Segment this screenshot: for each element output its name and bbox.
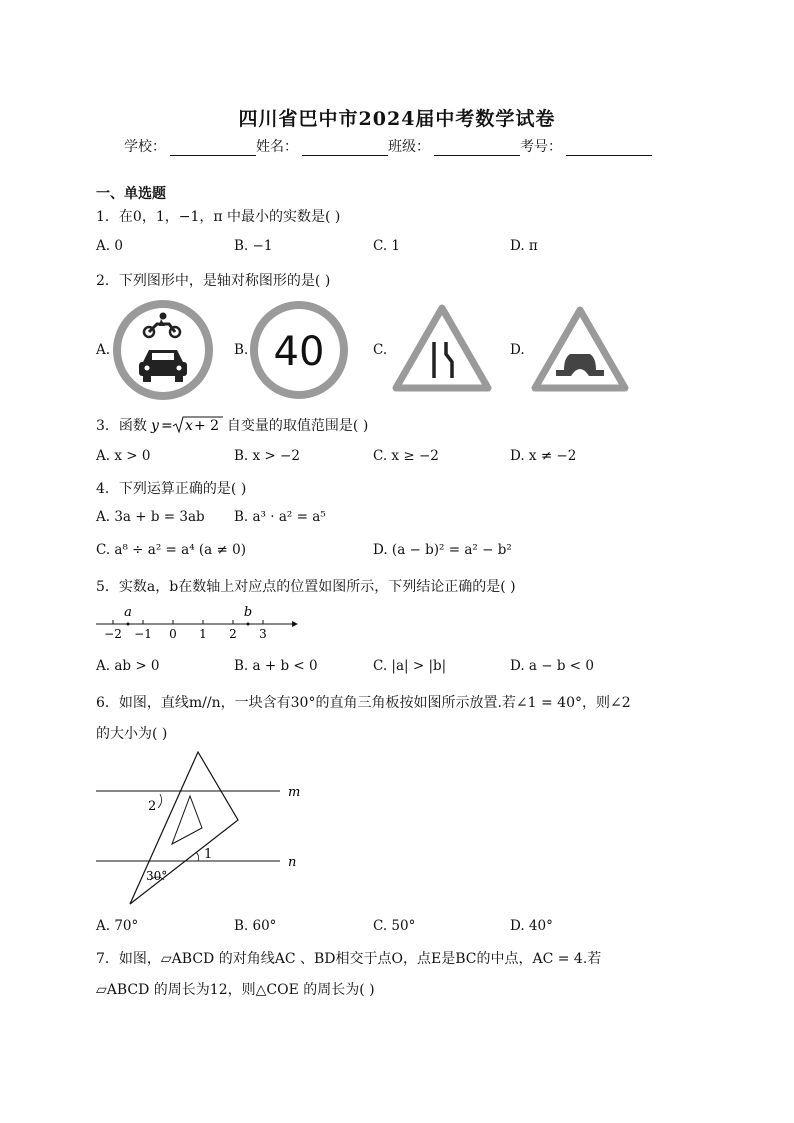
tick-label: −2 bbox=[104, 627, 122, 641]
q5-option-a[interactable]: A. ab > 0 bbox=[96, 658, 160, 674]
q6-option-c[interactable]: C. 50° bbox=[373, 918, 416, 934]
class-field[interactable] bbox=[388, 136, 520, 156]
angle-1-label: 1 bbox=[204, 847, 213, 862]
parallel-lines-triangle-diagram bbox=[92, 748, 312, 910]
q5-option-c[interactable]: C. |a| > |b| bbox=[373, 658, 447, 674]
q3-option-b[interactable]: B. x > −2 bbox=[234, 448, 300, 464]
q2-option-a[interactable]: A. bbox=[96, 342, 111, 358]
q3-text-post: 自变量的取值范围是( ) bbox=[226, 418, 369, 434]
tick-label: 1 bbox=[199, 627, 207, 641]
q1-option-c[interactable]: C. 1 bbox=[373, 238, 401, 254]
tick-label: 3 bbox=[259, 627, 267, 641]
q5-option-b[interactable]: B. a + b < 0 bbox=[234, 658, 318, 674]
q6-option-d[interactable]: D. 40° bbox=[510, 918, 553, 934]
question-1: 1．在0，1，−1，π 中最小的实数是( ) bbox=[96, 209, 341, 225]
question-2: 2．下列图形中，是轴对称图形的是( ) bbox=[96, 273, 331, 289]
number-line-diagram bbox=[92, 602, 302, 644]
school-blank[interactable] bbox=[170, 141, 256, 156]
angle-30-label: 30° bbox=[146, 869, 168, 883]
name-field[interactable] bbox=[256, 136, 388, 156]
speed-limit-text: 40 bbox=[273, 329, 325, 375]
tick-label: 2 bbox=[229, 627, 237, 641]
q1-option-d[interactable]: D. π bbox=[510, 238, 538, 254]
question-7-line-2: ▱ABCD 的周长为12，则△COE 的周长为( ) bbox=[96, 982, 375, 998]
q3-option-d[interactable]: D. x ≠ −2 bbox=[510, 448, 577, 464]
q4-option-d[interactable]: D. (a − b)² = a² − b² bbox=[373, 542, 512, 558]
question-6-line-1: 6．如图，直线m//n，一块含有30°的直角三角板按如图所示放置.若∠1 = 40°，则∠2 bbox=[96, 695, 631, 711]
number-label: 考号： bbox=[520, 139, 562, 155]
question-7-line-1: 7．如图，▱ABCD 的对角线AC 、BD相交于点O，点E是BC的中点，AC = 4.若 bbox=[96, 951, 602, 967]
svg-text:=: = bbox=[160, 418, 173, 434]
line-m-label: m bbox=[288, 785, 301, 800]
q3-option-a[interactable]: A. x > 0 bbox=[96, 448, 151, 464]
school-label: 学校： bbox=[124, 139, 166, 155]
q1-option-b[interactable]: B. −1 bbox=[234, 238, 273, 254]
q4-option-b[interactable]: B. a³ · a² = a⁵ bbox=[234, 509, 326, 525]
student-info-row bbox=[124, 136, 652, 156]
q2-option-c[interactable]: C. bbox=[373, 342, 388, 358]
q4-option-a[interactable]: A. 3a + b = 3ab bbox=[96, 509, 205, 525]
question-3 bbox=[96, 414, 368, 436]
no-vehicles-sign-icon bbox=[113, 300, 213, 400]
point-a-label: a bbox=[124, 605, 132, 620]
q6-option-a[interactable]: A. 70° bbox=[96, 918, 139, 934]
q4-option-c[interactable]: C. a⁸ ÷ a² = a⁴ (a ≠ 0) bbox=[96, 542, 246, 558]
q6-option-b[interactable]: B. 60° bbox=[234, 918, 277, 934]
q3-option-c[interactable]: C. x ≥ −2 bbox=[373, 448, 439, 464]
class-label: 班级： bbox=[388, 139, 430, 155]
number-field[interactable] bbox=[520, 136, 652, 156]
number-blank[interactable] bbox=[566, 141, 652, 156]
hump-bridge-sign-icon bbox=[530, 304, 630, 392]
angle-2-label: 2 bbox=[148, 799, 157, 814]
q1-option-a[interactable]: A. 0 bbox=[96, 238, 123, 254]
school-field[interactable] bbox=[124, 136, 256, 156]
svg-text:x: x bbox=[184, 418, 193, 434]
tick-label: −1 bbox=[134, 627, 152, 641]
line-n-label: n bbox=[288, 855, 297, 870]
point-b-label: b bbox=[243, 605, 253, 620]
class-blank[interactable] bbox=[434, 141, 520, 156]
q2-option-b[interactable]: B. bbox=[234, 342, 249, 358]
section-heading: 一、单选题 bbox=[96, 186, 166, 202]
question-4: 4．下列运算正确的是( ) bbox=[96, 481, 247, 497]
tick-label: 0 bbox=[169, 627, 177, 641]
sqrt-formula bbox=[149, 414, 225, 436]
road-narrows-sign-icon bbox=[390, 302, 494, 392]
q5-option-d[interactable]: D. a − b < 0 bbox=[510, 658, 594, 674]
speed-limit-sign-icon bbox=[250, 301, 348, 399]
svg-text:+ 2: + 2 bbox=[193, 418, 220, 434]
question-5: 5．实数a，b在数轴上对应点的位置如图所示，下列结论正确的是( ) bbox=[96, 579, 516, 595]
name-label: 姓名： bbox=[256, 139, 298, 155]
page-title: 四川省巴中市2024届中考数学试卷 bbox=[238, 108, 556, 130]
name-blank[interactable] bbox=[302, 141, 388, 156]
q2-option-d[interactable]: D. bbox=[510, 342, 525, 358]
question-6-line-2: 的大小为( ) bbox=[96, 726, 168, 742]
q3-text-pre: 3．函数 bbox=[96, 418, 147, 434]
svg-text:y: y bbox=[150, 418, 159, 434]
